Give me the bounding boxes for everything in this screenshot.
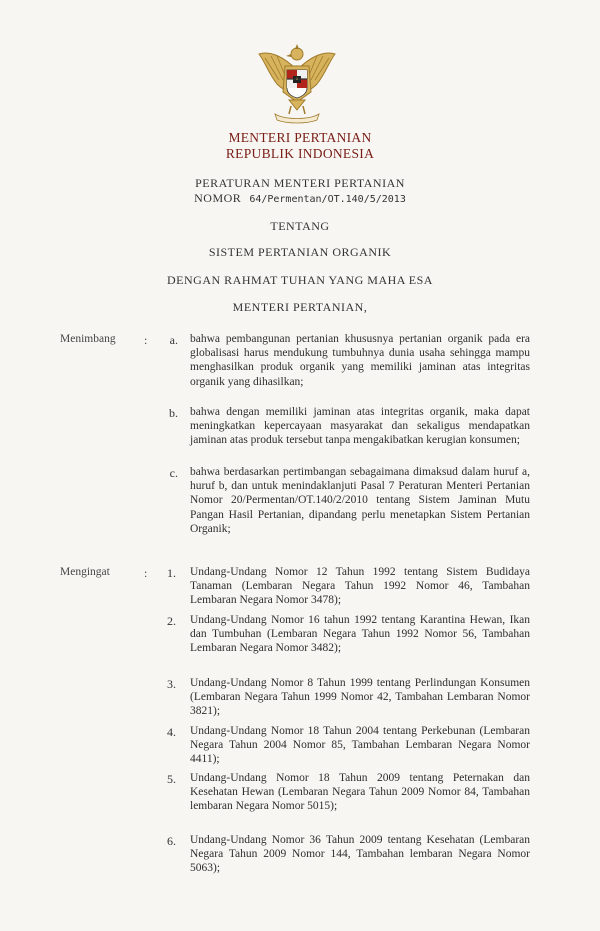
mengingat-item-5: Undang-Undang Nomor 18 Tahun 2009 tentang Peternakan dan Kesehatan Hewan (Lembaran Negara Tahun 2009 Nomor 84, Tambahan lembaran Negara Nomor 5015); [190,772,530,813]
mengingat-item-2: Undang-Undang Nomor 16 tahun 1992 tentang Karantina Hewan, Ikan dan Tumbuhan (Lembaran Negara Tahun 1992 Nomor 56, Tambahan Lembaran Negara Nomor 3482); [190,614,530,655]
mengingat-item-6: Undang-Undang Nomor 36 Tahun 2009 tentang Kesehatan (Lembaran Negara Tahun 2009 Nomor 144, Tambahan lembaran Negara Nomor 5063); [190,834,530,875]
mengingat-marker-4: 4. [167,725,176,739]
mengingat-item-1: Undang-Undang Nomor 12 Tahun 1992 tentang Sistem Budidaya Tanaman (Lembaran Negara Tahun 1992 Nomor 46, Tambahan Lembaran Negara Nomor 3478); [190,566,530,607]
menimbang-marker-c: c. [169,466,178,480]
mengingat-label: Mengingat [60,566,110,578]
nomor-value: 64/Permentan/OT.140/5/2013 [249,194,406,205]
mengingat-marker-6: 6. [167,834,176,848]
menimbang-label: Menimbang [60,333,116,345]
mengingat-marker-2: 2. [167,614,176,628]
tentang-heading: TENTANG [270,219,330,233]
menimbang-marker-a: a. [169,333,178,347]
menimbang-item-c: bahwa berdasarkan pertimbangan sebagaimana dimaksud dalam huruf a, huruf b, dan untuk menindaklanjuti Pasal 7 Peraturan Menteri Pertanian Nomor 20/Permentan/OT.140/2/2010 tentang Sistem Jaminan Mutu Pangan Hasil Pertanian, dipandang perlu menetapkan Sistem Pertanian Organik; [190,466,530,535]
menimbang-marker-b: b. [169,406,178,420]
mengingat-marker-3: 3. [167,677,176,691]
garuda-emblem-icon [255,40,339,126]
regulation-subject: SISTEM PERTANIAN ORGANIK [208,245,392,259]
minister-heading: MENTERI PERTANIAN, [232,300,368,314]
ministry-name: MENTERI PERTANIAN [228,130,372,145]
nomor-label: NOMOR [194,191,242,205]
menimbang-item-a: bahwa pembangunan pertanian khususnya pertanian organik pada era globalisasi harus mendukung tumbuhnya dunia usaha sehingga mampu menghasilkan produk organik yang memiliki jaminan atas integritas organik yang dihasilkan; [190,333,530,388]
mengingat-marker-1: 1. [167,566,176,580]
mengingat-marker-5: 5. [167,772,176,786]
mengingat-colon: : [144,566,148,580]
mengingat-item-4: Undang-Undang Nomor 18 Tahun 2004 tentang Perkebunan (Lembaran Negara Tahun 2004 Nomor 85, Tambahan Lembaran Negara Nomor 4411); [190,725,530,766]
menimbang-item-b: bahwa dengan memiliki jaminan atas integritas organik, maka dapat meningkatkan kepercayaan masyarakat dan sekaligus mendapatkan jaminan atas produk tersebut tanpa mengakibatkan kerugian konsumen; [190,406,530,447]
menimbang-colon: : [144,333,148,347]
mengingat-item-3: Undang-Undang Nomor 8 Tahun 1999 tentang Perlindungan Konsumen (Lembaran Negara Tahun 1999 Nomor 42, Tambahan Lembaran Nomor 3821); [190,677,530,718]
grace-statement: DENGAN RAHMAT TUHAN YANG MAHA ESA [167,273,433,287]
regulation-number [0,191,600,206]
country-name: REPUBLIK INDONESIA [225,146,375,161]
regulation-title: PERATURAN MENTERI PERTANIAN [195,176,405,190]
